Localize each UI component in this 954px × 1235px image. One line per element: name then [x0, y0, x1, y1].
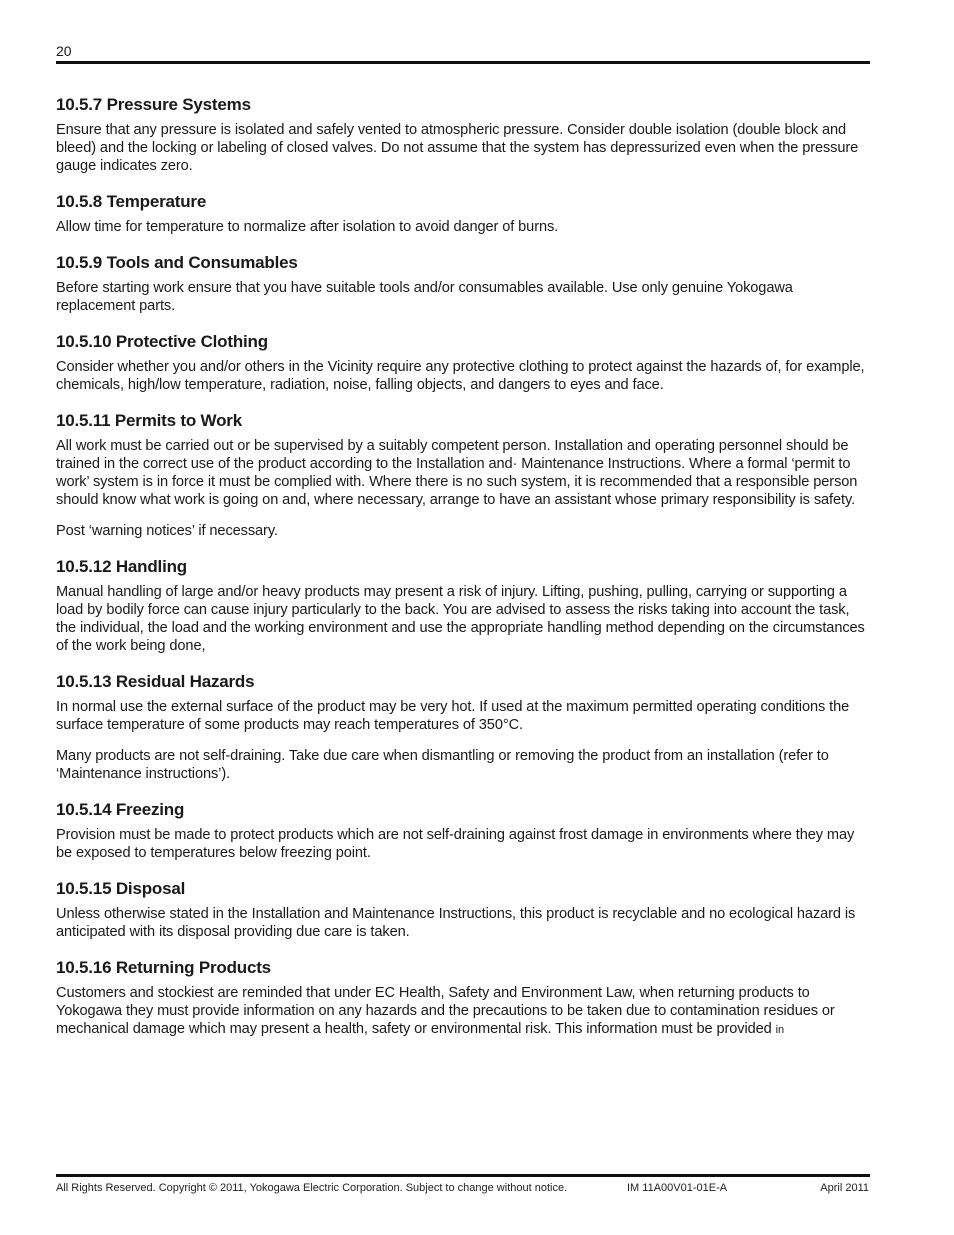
section-paragraph: In normal use the external surface of the product may be very hot. If used at the maximum permitted operating conditions the surface temperature of some products may reach temperatures of 350°C. — [56, 699, 850, 733]
section-disposal — [56, 879, 870, 941]
section-paragraph — [56, 984, 870, 1039]
section-paragraph: Manual handling of large and/or heavy products may present a risk of injury. Lifting, pushing, pulling, carrying or supporting a load by bodily force can cause injury particularly to the back. You are advised to assess the risks taking into account the task, the individual, the load and the working environment and use the appropriate handling method depending on the circumstances of the work being done, — [56, 584, 865, 654]
section-heading: 10.5.9 Tools and Consumables — [56, 253, 298, 272]
header-rule — [56, 61, 870, 64]
section-protective-clothing — [56, 332, 870, 394]
section-paragraph: Before starting work ensure that you have suitable tools and/or consumables available. Use only genuine Yokogawa replacement parts. — [56, 280, 793, 314]
section-temperature — [56, 192, 870, 236]
document-body — [56, 95, 870, 1056]
section-heading: 10.5.12 Handling — [56, 557, 187, 576]
section-heading: 10.5.14 Freezing — [56, 800, 185, 819]
section-paragraph: Post ‘warning notices’ if necessary. — [56, 523, 278, 539]
footer-date: April 2011 — [820, 1182, 869, 1194]
section-paragraph: Provision must be made to protect products which are not self-draining against frost damage in environments where they may be exposed to temperatures below freezing point. — [56, 827, 855, 861]
section-heading: 10.5.10 Protective Clothing — [56, 332, 268, 351]
section-returning-products — [56, 958, 870, 1039]
footer-rule — [56, 1174, 870, 1177]
section-paragraph: Many products are not self-draining. Take due care when dismantling or removing the product from an installation (refer to ‘Maintenance instructions’). — [56, 748, 829, 782]
section-paragraph: All work must be carried out or be supervised by a suitably competent person. Installation and operating personnel should be trained in the correct use of the product according to the Installation and· Maintenance Instructions. Where a formal ‘permit to work’ system is in force it must be complied with. Where there is no such system, it is recommended that a responsible person should know what work is going on and, where necessary, arrange to have an assistant whose primary responsibility is safety. — [56, 438, 858, 508]
section-handling — [56, 557, 870, 655]
section-heading: 10.5.11 Permits to Work — [56, 411, 242, 430]
section-heading: 10.5.8 Temperature — [56, 192, 207, 211]
page-number: 20 — [56, 43, 72, 59]
section-paragraph: Allow time for temperature to normalize after isolation to avoid danger of burns. — [56, 219, 559, 235]
paragraph-tail-text: in — [775, 1024, 784, 1036]
footer-document-id: IM 11A00V01-01E-A — [627, 1182, 728, 1194]
section-freezing — [56, 800, 870, 862]
section-permits-to-work — [56, 411, 870, 540]
footer-copyright: All Rights Reserved. Copyright © 2011, Yokogawa Electric Corporation. Subject to change without notice. — [56, 1182, 568, 1194]
section-paragraph: Ensure that any pressure is isolated and safely vented to atmospheric pressure. Consider double isolation (double block and bleed) and the locking or labeling of closed valves. Do not assume that the system has depressurized even when the pressure gauge indicates zero. — [56, 122, 859, 174]
section-paragraph: Consider whether you and/or others in the Vicinity require any protective clothing to protect against the hazards of, for example, chemicals, high/low temperature, radiation, noise, falling objects, and dangers to eyes and face. — [56, 359, 865, 393]
section-paragraph: Unless otherwise stated in the Installation and Maintenance Instructions, this product is recyclable and no ecological hazard is anticipated with its disposal providing due care is taken. — [56, 906, 856, 940]
section-tools-and-consumables — [56, 253, 870, 315]
section-heading: 10.5.16 Returning Products — [56, 958, 271, 977]
section-residual-hazards — [56, 672, 870, 783]
section-heading: 10.5.13 Residual Hazards — [56, 672, 255, 691]
section-heading: 10.5.7 Pressure Systems — [56, 95, 251, 114]
section-pressure-systems — [56, 95, 870, 175]
section-heading: 10.5.15 Disposal — [56, 879, 186, 898]
paragraph-text: Customers and stockiest are reminded that under EC Health, Safety and Environment Law, when returning products to Yokogawa they must provide information on any hazards and the precautions to be taken due to contamination residues or mechanical damage which may present a health, safety or environmental risk. This information must be provided — [56, 985, 835, 1037]
